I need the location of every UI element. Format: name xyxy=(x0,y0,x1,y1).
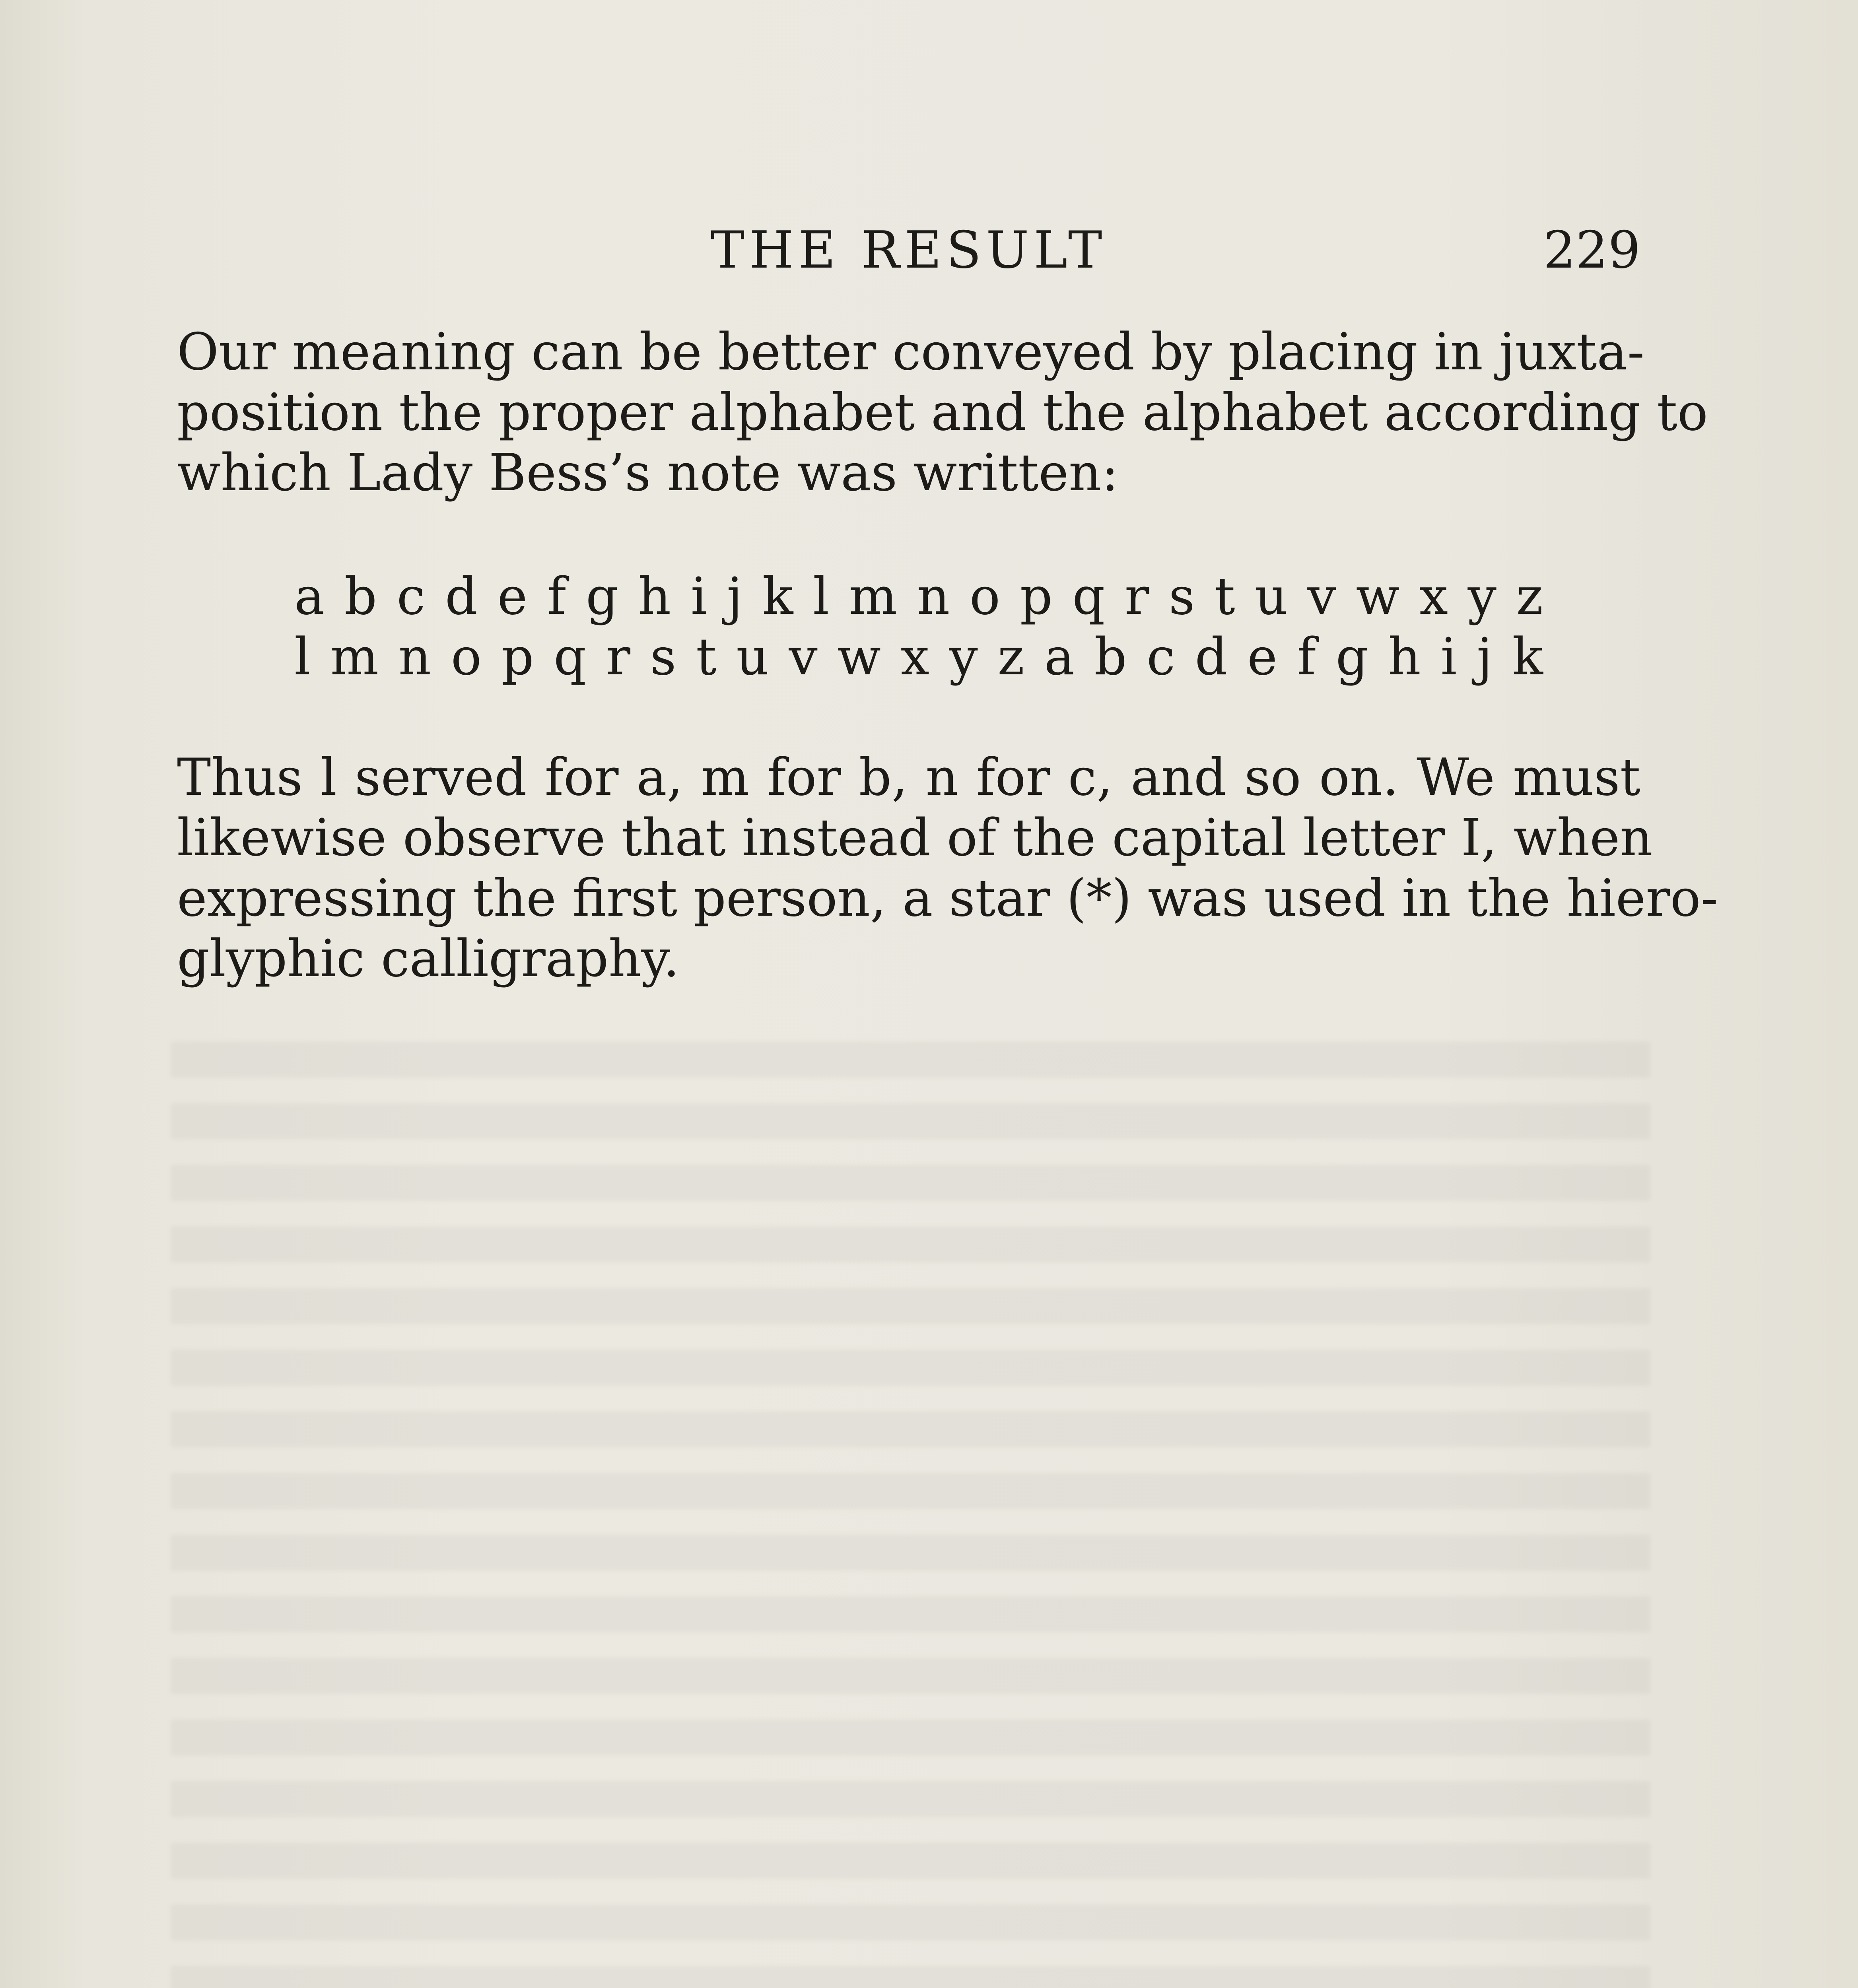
running-head xyxy=(177,217,1640,284)
alphabet-letter: u xyxy=(736,627,769,687)
alphabet-letter: v xyxy=(1307,567,1336,626)
alphabet-letter: g xyxy=(1335,627,1368,687)
alphabet-letter: c xyxy=(1147,627,1175,687)
alphabet-letter: i xyxy=(690,567,707,626)
alphabet-letter: s xyxy=(650,627,676,687)
text-line: glyphic calligraphy. xyxy=(177,929,680,988)
alphabet-letter: c xyxy=(396,567,426,626)
paragraph-intro xyxy=(177,322,1708,503)
paragraph-explanation xyxy=(177,747,1718,989)
text-line: Thus l served for a, m for b, n for c, and so on. We must xyxy=(177,748,1640,807)
alphabet-letter: r xyxy=(606,627,630,687)
alphabet-letter: q xyxy=(1072,567,1105,626)
alphabet-letter: q xyxy=(554,627,587,687)
alphabet-letter: k xyxy=(762,567,793,626)
alphabet-letter: z xyxy=(997,627,1024,687)
alphabet-letter: s xyxy=(1168,567,1195,626)
alphabet-letter: d xyxy=(1195,627,1228,687)
alphabet-letter: y xyxy=(1467,567,1497,626)
alphabet-letter: f xyxy=(547,567,566,626)
alphabet-letter: p xyxy=(501,627,534,687)
alphabet-letter: h xyxy=(638,567,671,626)
alphabet-letter: j xyxy=(1477,627,1493,687)
alphabet-letter: z xyxy=(1516,567,1543,626)
text-line: which Lady Bess’s note was written: xyxy=(177,443,1119,503)
alphabet-letter: m xyxy=(849,567,898,626)
alphabet-letter: t xyxy=(1215,567,1235,626)
alphabet-letter: g xyxy=(586,567,619,626)
show-through-text xyxy=(171,1042,1650,1988)
alphabet-letter: l xyxy=(294,627,311,687)
alphabet-letter: w xyxy=(1356,567,1399,626)
alphabet-letter: h xyxy=(1388,627,1421,687)
alphabet-letter: x xyxy=(1419,567,1448,626)
alphabet-letter: e xyxy=(497,567,528,626)
alphabet-letter: o xyxy=(969,567,1000,626)
alphabet-letter: l xyxy=(813,567,830,626)
alphabet-letter: u xyxy=(1255,567,1288,626)
alphabet-letter: y xyxy=(949,627,978,687)
alphabet-letter: k xyxy=(1512,627,1543,687)
running-title: THE RESULT xyxy=(710,221,1107,280)
alphabet-letter: x xyxy=(900,627,929,687)
alphabet-letter: r xyxy=(1124,567,1149,626)
alphabet-letter: b xyxy=(1094,627,1127,687)
alphabet-letter: n xyxy=(917,567,950,626)
text-line: expressing the first person, a star (*) was used in the hiero- xyxy=(177,869,1718,928)
alphabet-letter: t xyxy=(696,627,717,687)
alphabet-letter: m xyxy=(330,627,379,687)
plain-alphabet-row xyxy=(294,567,1543,627)
alphabet-letter: b xyxy=(344,567,377,626)
alphabet-letter: p xyxy=(1020,567,1053,626)
text-line: position the proper alphabet and the alphabet according to xyxy=(177,383,1708,442)
text-line: likewise observe that instead of the capital letter I, when xyxy=(177,808,1653,868)
alphabet-letter: n xyxy=(398,627,431,687)
alphabet-letter: d xyxy=(445,567,478,626)
cipher-alphabet-row xyxy=(294,627,1543,687)
alphabet-letter: w xyxy=(837,627,881,687)
alphabet-letter: i xyxy=(1440,627,1457,687)
alphabet-letter: v xyxy=(789,627,818,687)
text-line: Our meaning can be better conveyed by placing in juxta- xyxy=(177,322,1644,382)
alphabet-letter: a xyxy=(1044,627,1075,687)
alphabet-letter: a xyxy=(294,567,325,626)
alphabet-letter: f xyxy=(1297,627,1316,687)
alphabet-letter: o xyxy=(451,627,482,687)
alphabet-letter: j xyxy=(727,567,743,626)
page-number: 229 xyxy=(1543,221,1640,280)
alphabet-letter: e xyxy=(1247,627,1277,687)
